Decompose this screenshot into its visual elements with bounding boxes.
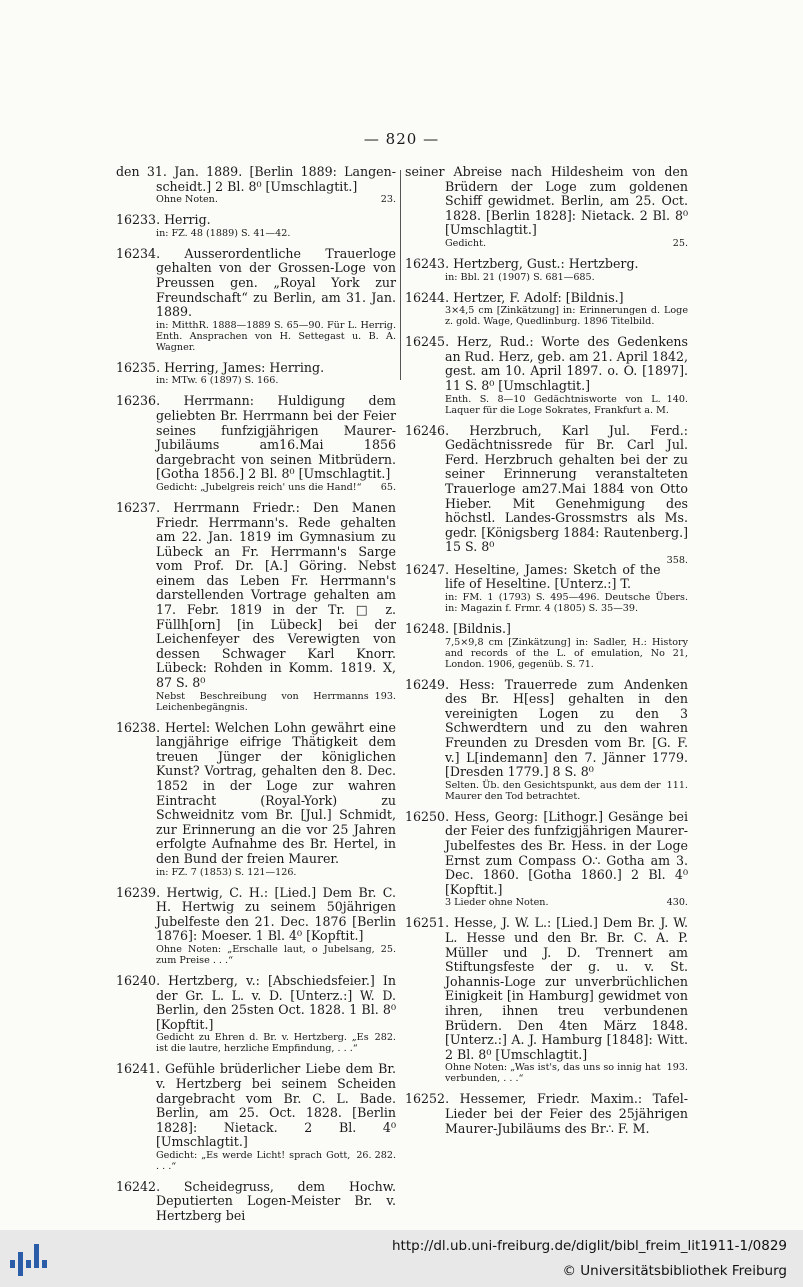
entry-note bbox=[445, 394, 688, 416]
entry-text: 16236. Herrmann: Huldigung dem geliebten Br. Herrmann bei der Feier seines funfzigjährigen Maurer-Jubiläums am16.Mai 1856 dargebracht von seinen Mitbrüdern. [Gotha 1856.] 2 Bl. 8⁰ [Umschlagtit.] bbox=[116, 393, 396, 482]
bibliography-entry bbox=[405, 1092, 688, 1136]
entry-page-ref: 23. bbox=[380, 194, 396, 206]
entry-note bbox=[445, 897, 688, 908]
entry-text: 16239. Hertwig, C. H.: [Lied.] Dem Br. C. H. Hertwig zu seinem 50jährigen Jubelfeste den 21. Dec. 1876 [Berlin 1876]: Moeser. 1 Bl. 4⁰ [Kopftit.] bbox=[116, 884, 396, 944]
footer-bar bbox=[0, 1230, 803, 1287]
entry-note bbox=[156, 1150, 396, 1172]
entry-note bbox=[156, 867, 396, 878]
entry-note-text: 7,5×9,8 cm [Zinkätzung] in: Sadler, H.: History and records of the L. of emulation, No 21, London. 1906, gegenüb. S. 71. bbox=[445, 636, 688, 670]
entry-note bbox=[156, 320, 396, 353]
entry-note-text: Ohne Noten. bbox=[156, 194, 218, 206]
entry-text: 16247. Heseltine, James: Sketch of the life of Heseltine. [Unterz.:] T. bbox=[405, 561, 661, 592]
entry-page-ref: 358. bbox=[666, 554, 688, 566]
entry-note bbox=[156, 691, 396, 713]
entry-note bbox=[445, 238, 688, 249]
entry-text: den 31. Jan. 1889. [Berlin 1889: Langen-scheidt.] 2 Bl. 8⁰ [Umschlagtit.] bbox=[116, 164, 396, 194]
bibliography-entry bbox=[116, 886, 396, 966]
bibliography-entry bbox=[405, 165, 688, 249]
bibliography-entry bbox=[116, 1180, 396, 1224]
entry-page-ref: 111. bbox=[666, 779, 688, 791]
entry-text: 16252. Hessemer, Friedr. Maxim.: Tafel-Lieder bei der Feier des 25jährigen Maurer-Jubiläums des Br∴ F. M. bbox=[405, 1091, 688, 1136]
entry-text: 16234. Ausserordentliche Trauerloge gehalten von der Grossen-Loge von Preussen gen. „Royal York zur Freundschaft“ zu Berlin, am 31. Jan. 1889. bbox=[116, 245, 396, 320]
bibliography-entry bbox=[116, 721, 396, 878]
bibliography-entry bbox=[405, 257, 688, 283]
entry-note bbox=[156, 228, 396, 239]
entry-note-text: Selten. Üb. den Gesichtspunkt, aus dem der Maurer den Tod betrachtet. bbox=[445, 779, 661, 802]
entry-page-ref: 193. bbox=[666, 1062, 688, 1074]
entry-note bbox=[445, 1062, 688, 1084]
bibliography-entry bbox=[405, 810, 688, 909]
bibliography-entry bbox=[116, 501, 396, 713]
entry-page-ref: 282. bbox=[374, 1032, 396, 1044]
entry-note bbox=[156, 482, 396, 493]
entry-note-text: in: FZ. 7 (1853) S. 121—126. bbox=[156, 866, 297, 878]
bibliography-entry bbox=[116, 1062, 396, 1172]
entry-text: 16233. Herrig. bbox=[116, 212, 211, 228]
entry-note-text: in: Bbl. 21 (1907) S. 681—685. bbox=[445, 271, 595, 283]
entry-note-text: Ohne Noten: „Was ist's, das uns so innig hat verbunden, . . .“ bbox=[445, 1062, 661, 1085]
entry-note bbox=[156, 944, 396, 966]
entry-note bbox=[156, 375, 396, 386]
bibliography-entry bbox=[405, 916, 688, 1084]
bibliography-entry bbox=[405, 422, 688, 566]
bibliography-entry bbox=[116, 361, 396, 387]
entry-note-text: Gedicht. bbox=[445, 237, 487, 249]
entry-text: 16248. [Bildnis.] bbox=[405, 621, 511, 637]
page-number: — 820 — bbox=[363, 130, 440, 148]
entry-note-text: in: FM. 1 (1793) S. 495—496. Deutsche Übers. in: Magazin f. Frmr. 4 (1805) S. 35—39. bbox=[445, 592, 688, 615]
column-divider bbox=[400, 170, 401, 380]
entry-note-text: Ohne Noten: „Erschalle laut, o Jubelsang, zum Preise . . .“ bbox=[156, 943, 375, 966]
entry-text: 16251. Hesse, J. W. L.: [Lied.] Dem Br. J. W. L. Hesse und den Br. Br. C. A. P. Müller und J. D. Trennert am Stiftungsfeste der g. u. v. St. Johannis-Loge zur unverbrüchlichen Einigkeit [in Hamburg] gewidmet von ihren, ihnen treu verbundenen Brüdern. Den 4ten März 1848. [Unterz.:] A. J. Hamburg [1848]: Witt. 2 Bl. 8⁰ [Umschlagtit.] bbox=[405, 915, 688, 1062]
bibliography-entry bbox=[405, 563, 688, 614]
bibliography-entry bbox=[405, 622, 688, 670]
entry-page-ref: 430. bbox=[666, 897, 688, 909]
entry-note-text: in: MTw. 6 (1897) S. 166. bbox=[156, 375, 279, 387]
entry-text: 16242. Scheidegruss, dem Hochw. Deputierten Logen-Meister Br. v. Hertzberg bei bbox=[116, 1178, 396, 1224]
entry-note-text: 3 Lieder ohne Noten. bbox=[445, 897, 549, 909]
entry-note-text: Gedicht zu Ehren d. Br. v. Hertzberg. „Es ist die lautre, herzliche Empfindung, . . .“ bbox=[156, 1032, 369, 1055]
copyright-text: © Universitätsbibliothek Freiburg bbox=[562, 1263, 787, 1279]
entry-page-ref: 25. bbox=[380, 943, 396, 955]
entry-text: 16238. Hertel: Welchen Lohn gewährt eine langjährige eifrige Thätigkeit dem treuen Jünger der königlichen Kunst? Vortrag, gehalten den 8. Dec. 1852 in der Loge zur wahren Eintracht (Royal-York) zu Schweidnitz vom Br. [Jul.] Schmidt, zur Erinnerung an die vor 25 Jahren erfolgte Aufnahme des Br. Hertel, in den Bund der freien Maurer. bbox=[116, 719, 396, 866]
bibliography-entry bbox=[116, 165, 396, 205]
bibliography-entry bbox=[116, 974, 396, 1054]
entry-note-text: in: MitthR. 1888—1889 S. 65—90. Für L. Herrig. Enth. Ansprachen von H. Settegast u. B. A. Wagner. bbox=[156, 319, 396, 353]
entry-note bbox=[445, 305, 688, 327]
entry-note bbox=[156, 1032, 396, 1054]
entry-text: seiner Abreise nach Hildesheim von den Brüdern der Loge zum goldenen Schiff gewidmet. Berlin, am 25. Oct. 1828. [Berlin 1828]: Nietack. 2 Bl. 8⁰ [Umschlagtit.] bbox=[405, 164, 688, 238]
entry-text: 16250. Hess, Georg: [Lithogr.] Gesänge bei der Feier des funfzigjährigen Maurer-Jubelfestes des Br. Hess. in der Loge Ernst zum Compass O∴ Gotha am 3. Dec. 1860. [Gotha 1860.] 2 Bl. 4⁰ [Kopftit.] bbox=[405, 808, 688, 897]
entry-note-text: in: FZ. 48 (1889) S. 41—42. bbox=[156, 227, 291, 239]
entry-note bbox=[156, 194, 396, 205]
bibliography-entry bbox=[116, 247, 396, 353]
bibliography-entry bbox=[405, 291, 688, 328]
entry-text: 16241. Gefühle brüderlicher Liebe dem Br. v. Hertzberg bei seinem Scheiden dargebracht vom Br. C. L. Bade. Berlin, am 25. Oct. 1828. [Berlin 1828]: Nietack. 2 Bl. 4⁰ [Umschlagtit.] bbox=[116, 1061, 396, 1150]
bibliography-entry bbox=[405, 335, 688, 415]
bibliography-entry bbox=[116, 213, 396, 239]
entry-page-ref: 65. bbox=[380, 481, 396, 493]
entry-note bbox=[445, 592, 688, 614]
entry-text: 16243. Hertzberg, Gust.: Hertzberg. bbox=[405, 255, 639, 271]
entry-page-ref: 140. bbox=[666, 393, 688, 405]
entry-note-text: Enth. S. 8—10 Gedächtnisworte von L. Laquer für die Loge Sokrates, Frankfurt a. M. bbox=[445, 393, 669, 416]
entry-page-ref: 193. bbox=[374, 690, 396, 702]
entry-note-text: 3×4,5 cm [Zinkätzung] in: Erinnerungen d. Loge z. gold. Wage, Quedlinburg. 1896 Titelbild. bbox=[445, 305, 688, 328]
right-column bbox=[405, 165, 688, 1144]
entry-text: 16237. Herrmann Friedr.: Den Manen Friedr. Herrmann's. Rede gehalten am 22. Jan. 1819 im Gymnasium zu Lübeck an Fr. Herrmann's Sarge vom Prof. Dr. [A.] Göring. Nebst einem das Leben Fr. Herrmann's darstellenden Vortrage gehalten am 17. Febr. 1819 in der Tr. □ z. Füllh[orn] [in Lübeck] bei der Leichenfeyer des Verewigten von dessen Schwager Karl Knorr. Lübeck: Rohden in Komm. 1819. X, 87 S. 8⁰ bbox=[116, 499, 396, 691]
entry-note-text: Gedicht: „Jubelgreis reich' uns die Hand!“ bbox=[156, 481, 362, 493]
entry-text: 16249. Hess: Trauerrede zum Andenken des Br. H[ess] gehalten in den vereinigten Logen zu den 3 Schwerdtern und zu den wahren Freunden zu Dresden vom Br. [G. F. v.] L[indemann] den 7. Jänner 1779. [Dresden 1779.] 8 S. 8⁰ bbox=[405, 676, 688, 780]
entry-note bbox=[445, 637, 688, 670]
entry-text: 16235. Herring, James: Herring. bbox=[116, 359, 325, 375]
bibliography-entry bbox=[405, 678, 688, 802]
entry-text: 16240. Hertzberg, v.: [Abschiedsfeier.] In der Gr. L. L. v. D. [Unterz.:] W. D. Berlin, den 25sten Oct. 1828. 1 Bl. 8⁰ [Kopftit.] bbox=[116, 972, 396, 1032]
entry-note-text: Gedicht: „Es werde Licht! sprach Gott, . . .“ bbox=[156, 1149, 351, 1172]
ub-freiburg-logo-icon bbox=[8, 1238, 50, 1280]
entry-text: 16244. Hertzer, F. Adolf: [Bildnis.] bbox=[405, 289, 624, 305]
source-url-link[interactable]: http://dl.ub.uni-freiburg.de/diglit/bibl_freim_lit1911-1/0829 bbox=[391, 1238, 787, 1254]
bibliography-entry bbox=[116, 394, 396, 493]
entry-page-ref: 25. bbox=[672, 237, 688, 249]
entry-text: 16246. Herzbruch, Karl Jul. Ferd.: Gedächtnissrede für Br. Carl Jul. Ferd. Herzbruch gehalten bei der zu seiner Erinnerung veranstalteten Trauerloge am27.Mai 1884 von Otto Hieber. Mit Genehmigung des höchstl. Landes-Grossmstrs als Ms. gedr. [Königsberg 1884: Rautenberg.] 15 S. 8⁰ bbox=[405, 422, 688, 555]
entry-note bbox=[445, 272, 688, 283]
entry-text: 16245. Herz, Rud.: Worte des Gedenkens an Rud. Herz, geb. am 21. April 1842, gest. am 10. April 1897. o. O. [1897]. 11 S. 8⁰ [Umschlagtit.] bbox=[405, 334, 688, 393]
entry-note-text: Nebst Beschreibung von Herrmanns Leichenbegängnis. bbox=[156, 690, 369, 713]
entry-page-ref: 26. 282. bbox=[356, 1149, 396, 1161]
left-column bbox=[116, 165, 396, 1232]
entry-note bbox=[445, 780, 688, 802]
